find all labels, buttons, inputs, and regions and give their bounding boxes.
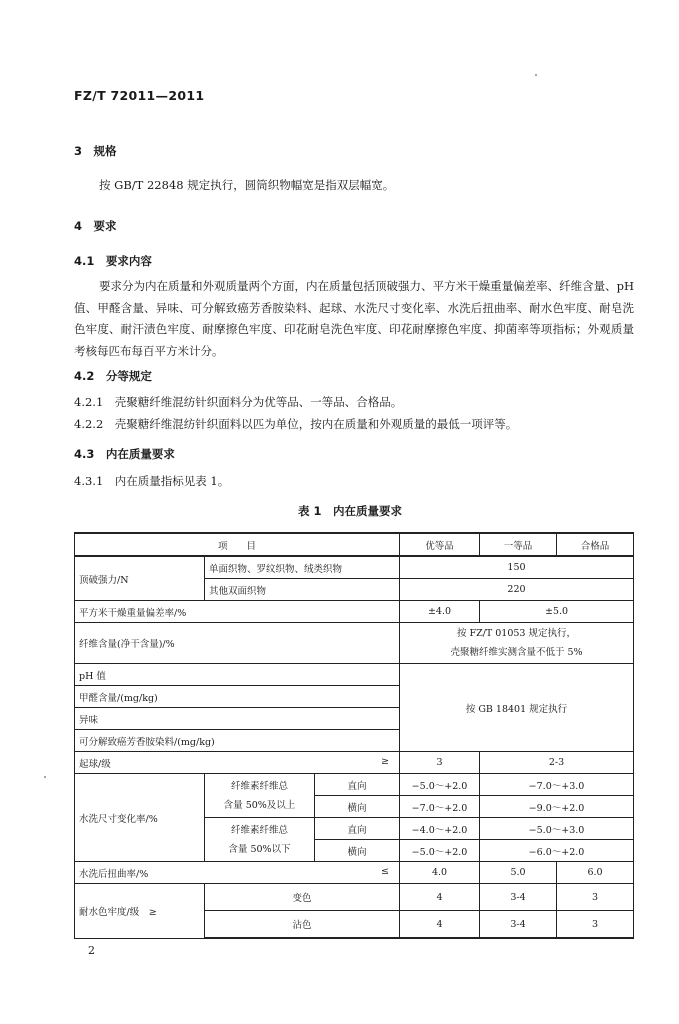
wash-b2-grade-2-3: −6.0～+2.0 [480,840,634,862]
fiber-value [400,623,634,664]
section-4-1-title: 4.1 要求内容 [74,254,152,268]
header-grade-2: 一等品 [480,533,557,556]
burst-value-1: 150 [400,556,634,579]
twist-label-text: 水洗后扭曲率/% [79,868,149,880]
twist-symbol: ≤ [381,865,389,877]
wash-a2-grade-1: −7.0～+2.0 [400,796,480,818]
scan-speck [535,74,537,76]
water-row-1-label: 变色 [205,884,400,911]
wash-group-b [205,818,315,862]
scan-speck [44,776,46,778]
wash-b1-grade-2-3: −5.0～+3.0 [480,818,634,840]
wash-group-a-line-2: 含量 50%及以上 [223,799,296,811]
wash-label: 水洗尺寸变化率/% [75,774,205,862]
pilling-grade-1: 3 [400,752,480,774]
wash-group-b-line-2: 含量 50%以下 [228,843,291,855]
twist-grade-3: 6.0 [557,862,634,884]
header-grade-3: 合格品 [557,533,634,556]
water-fastness-label: 耐水色牢度/级 ≥ [75,884,205,939]
table-row [75,884,634,911]
standard-number: FZ/T 72011—2011 [74,88,205,103]
section-4-2-1: 4.2.1 壳聚糖纤维混纺针织面料分为优等品、一等品、合格品。 [74,395,403,409]
wash-b2-grade-1: −5.0～+2.0 [400,840,480,862]
header-grade-1: 优等品 [400,533,480,556]
formaldehyde-label: 甲醛含量/(mg/kg) [75,686,400,708]
wash-b1-grade-1: −4.0～+2.0 [400,818,480,840]
wash-b-direction-2: 横向 [315,840,400,862]
pilling-symbol: ≥ [381,755,389,767]
section-4-1-body: 要求分为内在质量和外观质量两个方面，内在质量包括顶破强力、平方米干燥重量偏差率、纤维含量、pH 值、甲醛含量、异味、可分解致癌芳香胺染料、起球、水洗尺寸变化率、水洗后扭曲率、耐水色牢度、耐皂洗色牢度、耐汗渍色牢度、耐摩擦色牢度、印花耐皂洗色牢度、印花耐摩擦色牢度、抑菌率等项指标；外观质量考核每匹布每百平方米计分。 [74,279,634,358]
table-row [75,862,634,884]
fiber-value-line-1: 按 FZ/T 01053 规定执行， [456,628,576,639]
table-row [75,664,634,686]
burst-sub-1: 单面织物、罗纹织物、绒类织物 [205,556,400,579]
wash-b-direction-1: 直向 [315,818,400,840]
burst-label: 顶破强力/N [75,556,205,601]
twist-grade-2: 5.0 [480,862,557,884]
water-r2-grade-2: 3-4 [480,911,557,939]
mass-grade-1: ±4.0 [400,601,480,623]
wash-a1-grade-2-3: −7.0～+3.0 [480,774,634,796]
twist-grade-1: 4.0 [400,862,480,884]
water-r2-grade-3: 3 [557,911,634,939]
section-4-3-title: 4.3 内在质量要求 [74,447,175,461]
fiber-value-line-2: 壳聚糖纤维实测含量不低于 5% [450,647,583,658]
odor-label: 异味 [75,708,400,730]
table-header-row [75,533,634,556]
section-4-3-1: 4.3.1 内在质量指标见表 1。 [74,474,230,488]
section-3-title: 3 规格 [74,144,117,158]
twist-label [75,862,400,884]
table-caption: 表 1 内在质量要求 [298,504,403,518]
gb18401-value: 按 GB 18401 规定执行 [400,664,634,752]
wash-group-a-line-1: 纤维素纤维总 [230,780,288,792]
header-item: 项 目 [75,533,400,556]
water-r1-grade-1: 4 [400,884,480,911]
table-row [75,556,634,579]
mass-grade-2-3: ±5.0 [480,601,634,623]
wash-a-direction-2: 横向 [315,796,400,818]
section-4-2-title: 4.2 分等规定 [74,369,152,383]
pilling-label-text: 起球/级 [79,758,111,770]
amine-label: 可分解致癌芳香胺染料/(mg/kg) [75,730,400,752]
fiber-label: 纤维含量(净干含量)/% [75,623,400,664]
ph-label: pH 值 [75,664,400,686]
table-row [75,774,634,796]
water-r1-grade-3: 3 [557,884,634,911]
wash-a2-grade-2-3: −9.0～+2.0 [480,796,634,818]
pilling-label [75,752,400,774]
burst-sub-2: 其他双面织物 [205,579,400,601]
burst-value-2: 220 [400,579,634,601]
page-number: 2 [88,944,95,957]
table-row [75,752,634,774]
wash-a1-grade-1: −5.0～+2.0 [400,774,480,796]
water-r2-grade-1: 4 [400,911,480,939]
section-4-2-2: 4.2.2 壳聚糖纤维混纺针织面料以匹为单位，按内在质量和外观质量的最低一项评等。 [74,417,518,431]
water-row-2-label: 沾色 [205,911,400,939]
quality-requirements-table [74,532,634,939]
section-3-body: 按 GB/T 22848 规定执行，圆筒织物幅宽是指双层幅宽。 [99,178,395,192]
table-row [75,601,634,623]
wash-group-a [205,774,315,818]
water-r1-grade-2: 3-4 [480,884,557,911]
table-row [75,623,634,664]
mass-label: 平方米干燥重量偏差率/% [75,601,400,623]
pilling-grade-2-3: 2-3 [480,752,634,774]
wash-group-b-line-1: 纤维素纤维总 [230,824,288,836]
wash-a-direction-1: 直向 [315,774,400,796]
section-4-title: 4 要求 [74,219,117,233]
